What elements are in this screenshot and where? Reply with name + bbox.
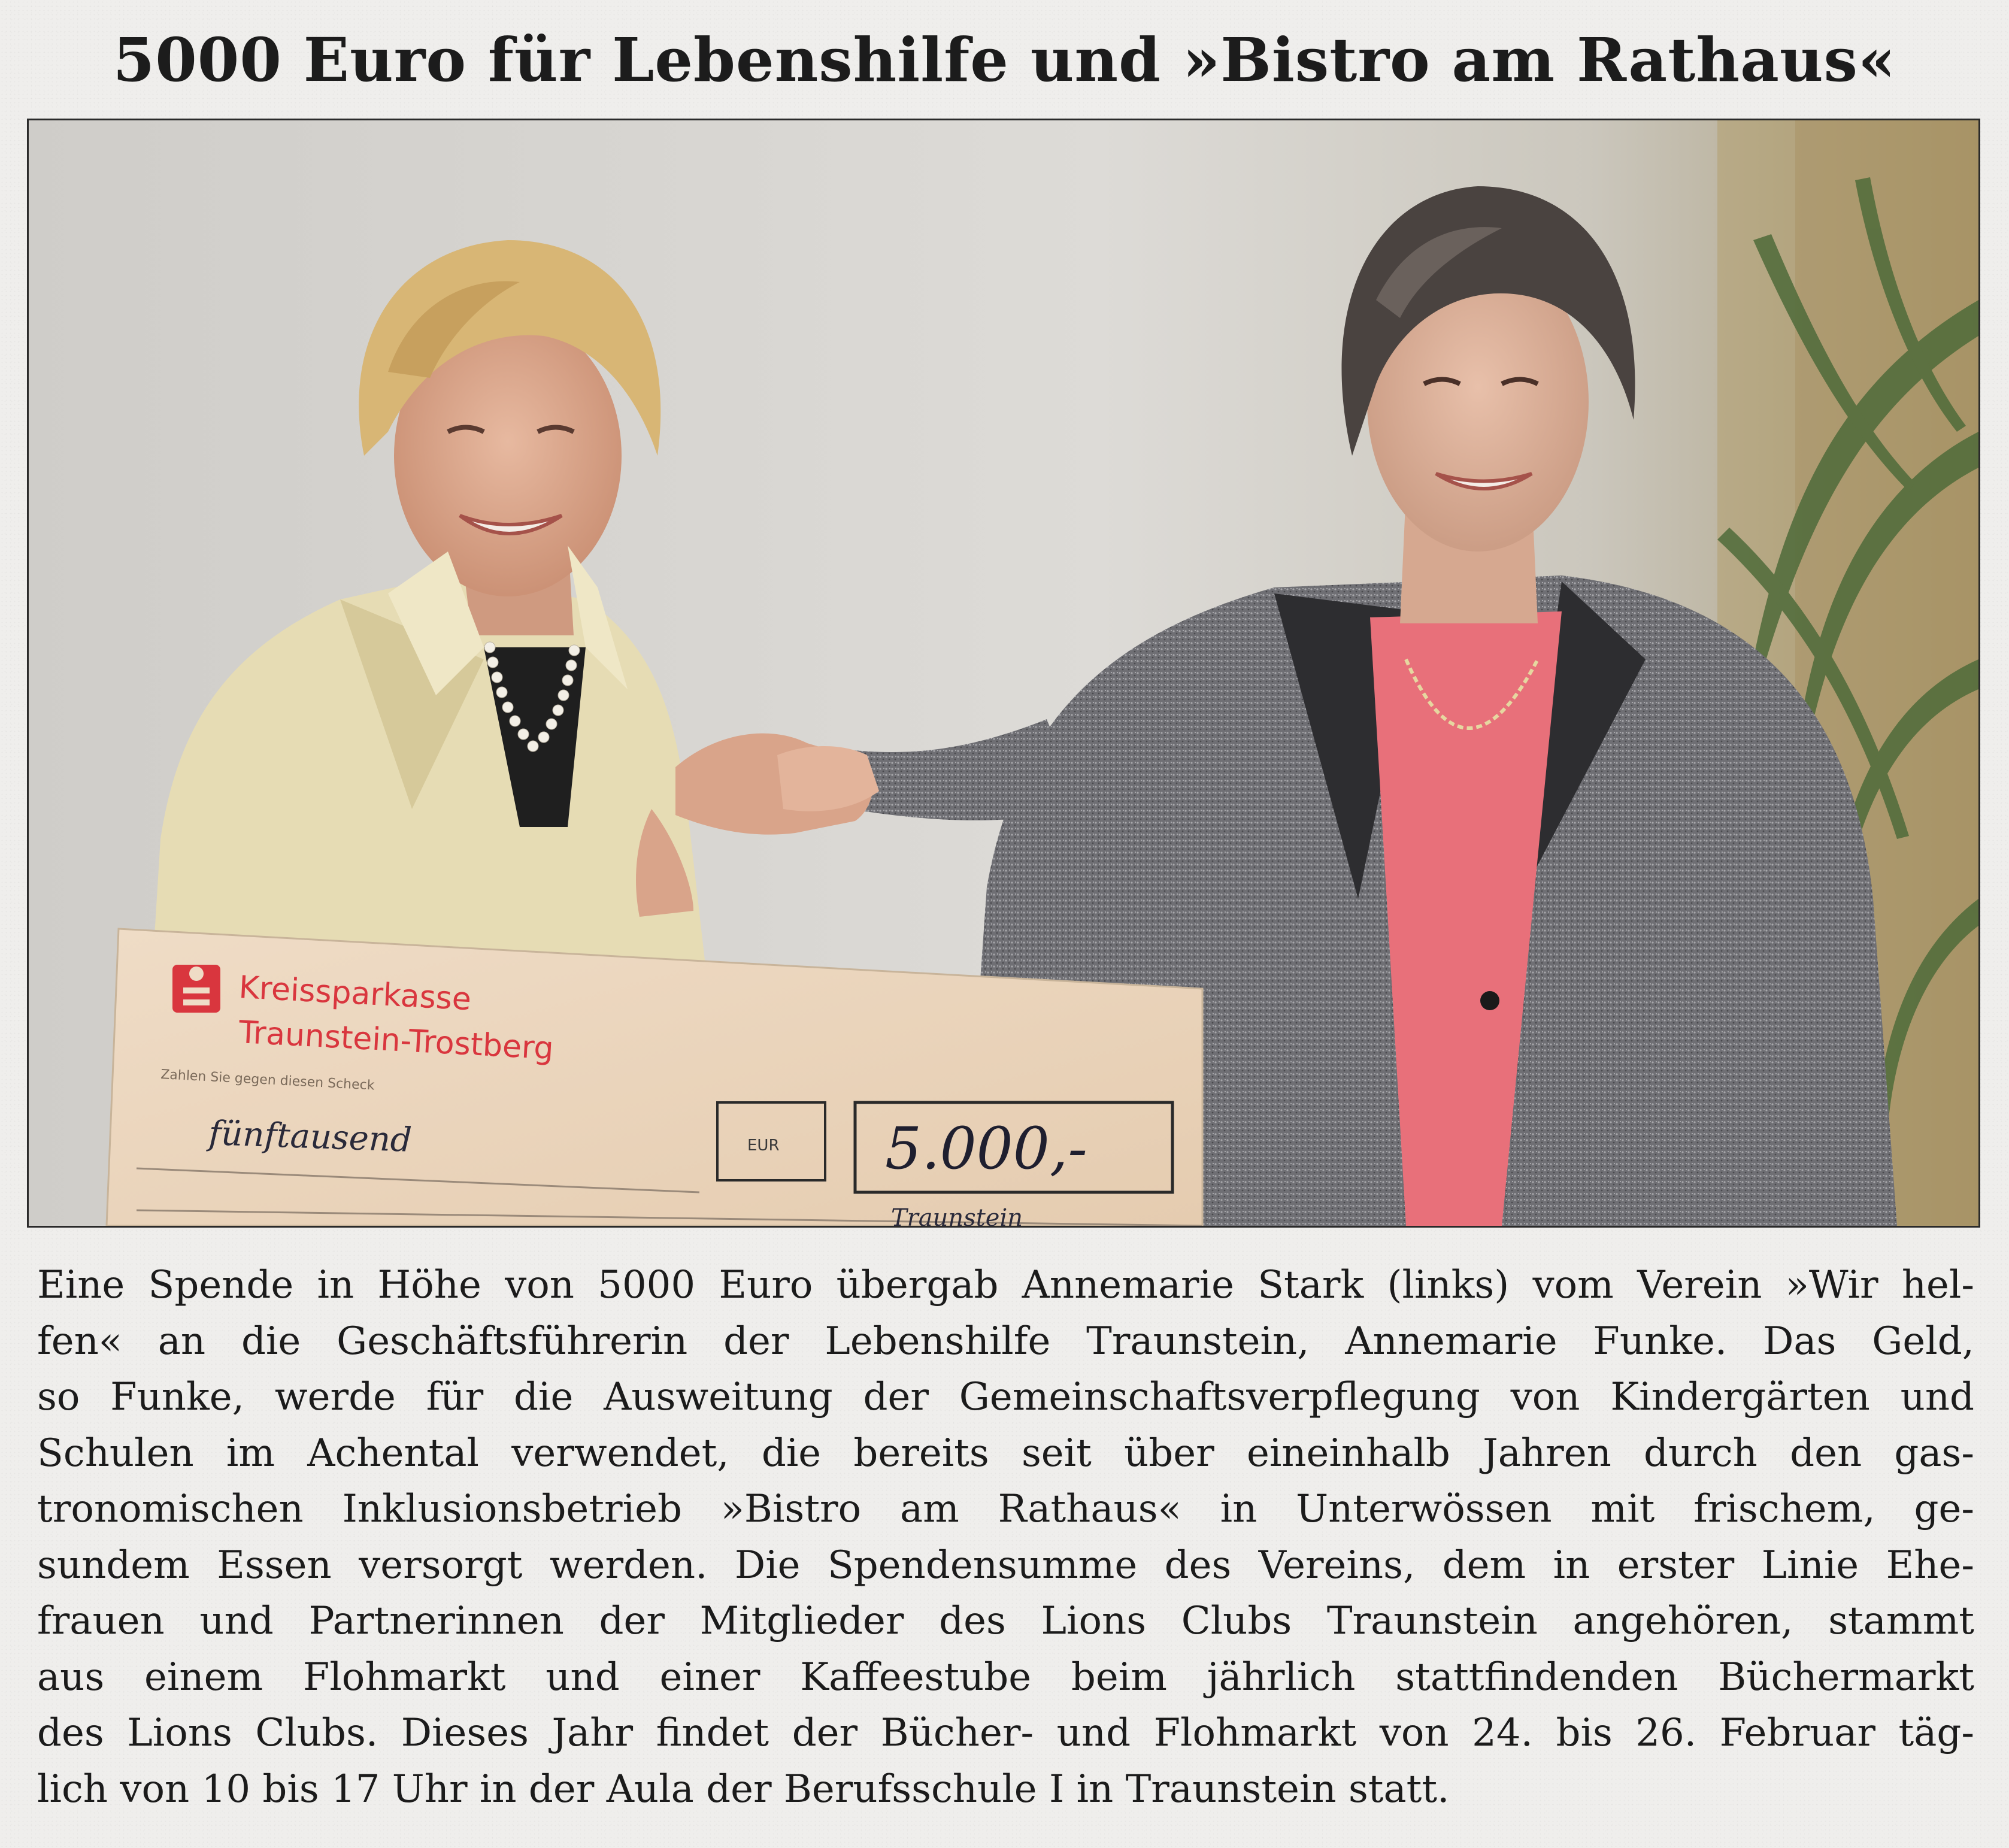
photo-illustration (29, 120, 1978, 1226)
caption-line: frauen und Partnerinnen der Mitglieder des Lions Clubs Traunstein angehören, stammt (37, 1599, 1974, 1643)
check-instruction: Zahlen Sie gegen diesen Scheck (160, 1067, 375, 1093)
caption-line: sundem Essen versorgt werden. Die Spendensumme des Vereins, dem in erster Linie Ehe- (37, 1543, 1974, 1588)
caption-line: Eine Spende in Höhe von 5000 Euro übergab Annemarie Stark (links) vom Verein »Wir hel- (37, 1263, 1974, 1307)
caption-line: tronomischen Inklusionsbetrieb »Bistro am Rathaus« in Unterwössen mit frischem, ge- (37, 1487, 1974, 1531)
headline: 5000 Euro für Lebenshilfe und »Bistro am Rathaus« (113, 25, 1896, 95)
sparkasse-logo-icon (172, 965, 220, 1013)
check-signature: Traunstein (891, 1204, 1023, 1226)
caption-line: aus einem Flohmarkt und einer Kaffeestube beim jährlich stattfindenden Büchermarkt (37, 1655, 1974, 1699)
check-amount-words: fünftausend (208, 1114, 413, 1160)
check-bank-name: Kreissparkasse (238, 970, 472, 1018)
check-bank-region: Traunstein-Trostberg (238, 1014, 555, 1067)
article-photo (27, 119, 1980, 1228)
caption-line: lich von 10 bis 17 Uhr in der Aula der Berufsschule I in Traunstein statt. (37, 1767, 1450, 1811)
caption-line: Schulen im Achental verwendet, die bereits seit über eineinhalb Jahren durch den gas- (37, 1431, 1974, 1476)
caption-line: fen« an die Geschäftsführerin der Lebenshilfe Traunstein, Annemarie Funke. Das Geld, (37, 1319, 1974, 1364)
caption-line: des Lions Clubs. Dieses Jahr findet der Bücher- und Flohmarkt von 24. bis 26. Februar täg- (37, 1711, 1974, 1755)
check-amount: 5.000,- (885, 1115, 1087, 1182)
check-currency: EUR (747, 1137, 780, 1155)
caption-line: so Funke, werde für die Ausweitung der Gemeinschaftsverpflegung von Kindergärten und (37, 1375, 1974, 1419)
photo-caption (37, 1258, 1974, 1817)
